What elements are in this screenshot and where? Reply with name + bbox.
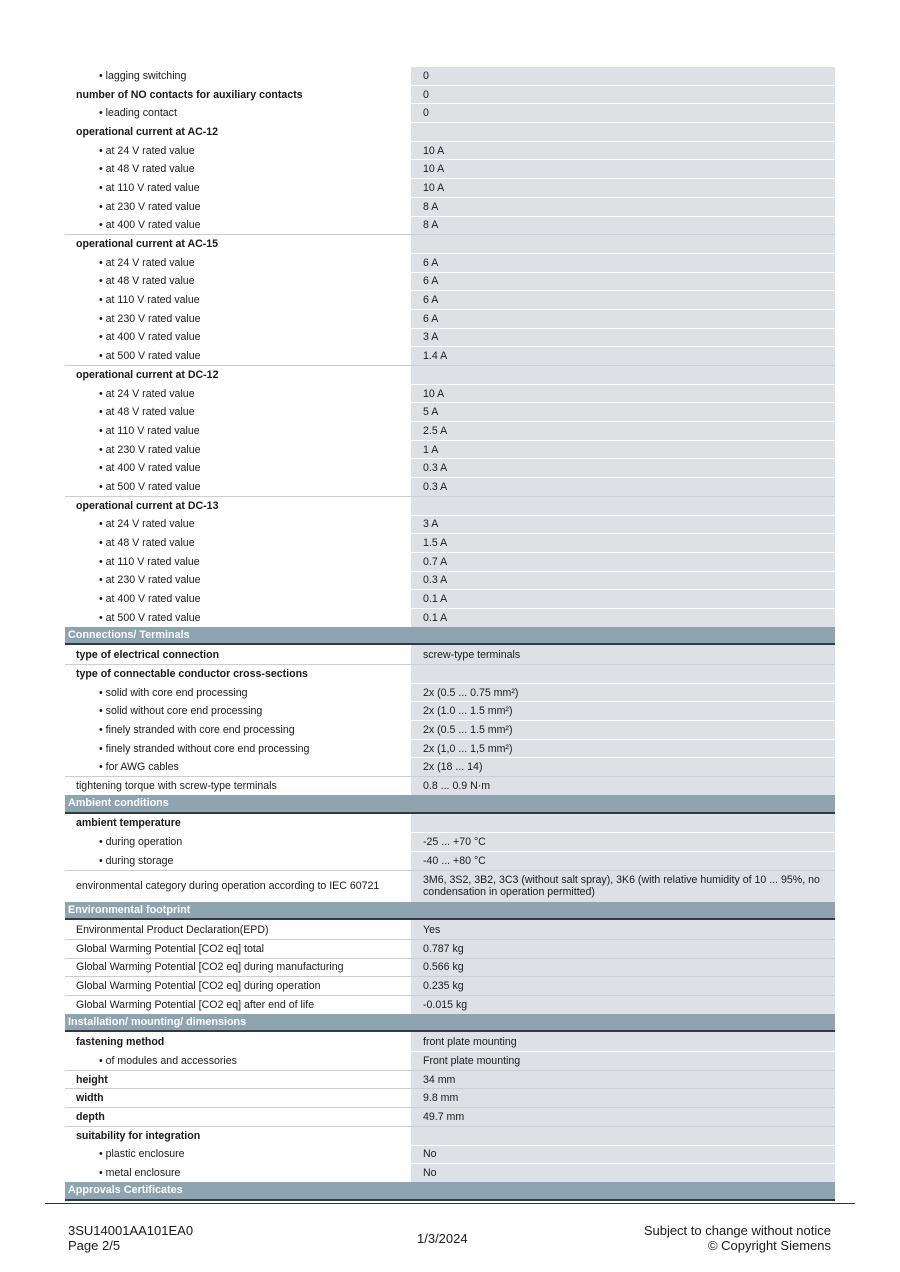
spec-label: operational current at DC-12	[76, 368, 219, 381]
spec-row	[65, 159, 835, 178]
spec-value: 0.1 A	[411, 590, 835, 608]
spec-value: 2x (18 ... 14)	[411, 758, 835, 776]
spec-label: type of connectable conductor cross-sections	[76, 667, 308, 680]
spec-row	[65, 103, 835, 122]
spec-label: operational current at AC-12	[76, 125, 219, 138]
spec-value: 2x (1,0 ... 1,5 mm²)	[411, 740, 835, 758]
footer-right	[644, 1223, 831, 1253]
spec-value: -0.015 kg	[411, 996, 835, 1014]
spec-row	[65, 995, 835, 1014]
spec-label: • at 48 V rated value	[99, 406, 195, 419]
spec-value: No	[411, 1164, 835, 1182]
spec-row	[65, 1032, 835, 1051]
spec-row	[65, 920, 835, 939]
spec-value: 0.7 A	[411, 553, 835, 571]
spec-label: operational current at AC-15	[76, 238, 219, 251]
spec-value	[411, 123, 835, 141]
spec-value: 0.3 A	[411, 572, 835, 590]
spec-value: front plate mounting	[411, 1032, 835, 1051]
spec-row	[65, 1070, 835, 1089]
spec-value: 10 A	[411, 385, 835, 403]
spec-value: 0	[411, 104, 835, 122]
spec-label: • at 110 V rated value	[99, 555, 200, 568]
spec-value: 0	[411, 86, 835, 104]
spec-row	[65, 421, 835, 440]
spec-value: -40 ... +80 °C	[411, 852, 835, 870]
spec-label: • at 110 V rated value	[99, 294, 200, 307]
spec-value: 1.5 A	[411, 534, 835, 552]
spec-value: 8 A	[411, 198, 835, 216]
spec-label: • at 500 V rated value	[99, 350, 201, 363]
spec-label: Environmental Product Declaration(EPD)	[76, 923, 269, 936]
spec-value	[411, 366, 835, 384]
spec-value: 6 A	[411, 273, 835, 291]
spec-row	[65, 384, 835, 403]
spec-label: • at 400 V rated value	[99, 219, 201, 232]
spec-label: • finely stranded without core end processing	[99, 742, 310, 755]
spec-label: • solid with core end processing	[99, 686, 248, 699]
spec-value: No	[411, 1146, 835, 1164]
spec-value: 2x (0.5 ... 0.75 mm²)	[411, 684, 835, 702]
section-header: Approvals Certificates	[65, 1182, 835, 1201]
spec-label: • at 230 V rated value	[99, 200, 201, 213]
spec-value: 2.5 A	[411, 422, 835, 440]
spec-row	[65, 66, 835, 85]
spec-label: fastening method	[76, 1035, 165, 1048]
spec-value: 0.235 kg	[411, 977, 835, 995]
spec-row	[65, 739, 835, 758]
spec-row	[65, 720, 835, 739]
section-header: Environmental footprint	[65, 902, 835, 921]
spec-row	[65, 402, 835, 421]
spec-value: 1 A	[411, 441, 835, 459]
spec-row	[65, 939, 835, 958]
spec-value: 2x (1.0 ... 1.5 mm²)	[411, 702, 835, 720]
spec-value: 0.1 A	[411, 609, 835, 627]
spec-label: • at 400 V rated value	[99, 331, 201, 344]
spec-row	[65, 440, 835, 459]
spec-label: Global Warming Potential [CO2 eq] during operation	[76, 980, 321, 993]
spec-label: number of NO contacts for auxiliary contacts	[76, 88, 303, 101]
spec-row	[65, 1051, 835, 1070]
spec-label: suitability for integration	[76, 1129, 201, 1142]
spec-label: • at 48 V rated value	[99, 163, 195, 176]
spec-label: • at 400 V rated value	[99, 462, 201, 475]
spec-value	[411, 1127, 835, 1145]
spec-row	[65, 608, 835, 627]
spec-value: 5 A	[411, 403, 835, 421]
change-notice: Subject to change without notice	[643, 1223, 831, 1238]
page-number: Page 2/5	[68, 1238, 121, 1253]
spec-label: • of modules and accessories	[99, 1054, 237, 1067]
spec-row	[65, 552, 835, 571]
spec-value: 3 A	[411, 329, 835, 347]
spec-value	[411, 814, 835, 833]
spec-row	[65, 664, 835, 683]
spec-label: Global Warming Potential [CO2 eq] during manufacturing	[76, 961, 344, 974]
spec-label: • metal enclosure	[99, 1167, 181, 1180]
spec-row	[65, 589, 835, 608]
spec-row	[65, 496, 835, 515]
spec-row	[65, 515, 835, 534]
spec-value: Yes	[411, 920, 835, 939]
spec-row	[65, 346, 835, 365]
spec-label: • finely stranded with core end processing	[99, 723, 295, 736]
spec-value: Front plate mounting	[411, 1052, 835, 1070]
spec-label: • at 110 V rated value	[99, 181, 200, 194]
datasheet-table	[65, 66, 835, 1201]
spec-row	[65, 253, 835, 272]
spec-row	[65, 1126, 835, 1145]
spec-row	[65, 85, 835, 104]
spec-value: 10 A	[411, 160, 835, 178]
spec-value: 10 A	[411, 179, 835, 197]
spec-value: 0.3 A	[411, 459, 835, 477]
spec-label: width	[76, 1092, 104, 1105]
spec-label: tightening torque with screw-type terminals	[76, 779, 277, 792]
spec-row	[65, 458, 835, 477]
spec-value: 10 A	[411, 142, 835, 160]
spec-value: 3 A	[411, 516, 835, 534]
spec-value: -25 ... +70 °C	[411, 833, 835, 851]
spec-label: • for AWG cables	[99, 761, 179, 774]
spec-row	[65, 122, 835, 141]
spec-value: 0.3 A	[411, 478, 835, 496]
spec-value: 34 mm	[411, 1071, 835, 1089]
spec-row	[65, 571, 835, 590]
spec-value	[411, 497, 835, 515]
spec-label: • at 230 V rated value	[99, 443, 201, 456]
spec-row	[65, 832, 835, 851]
spec-label: Global Warming Potential [CO2 eq] after end of life	[76, 998, 315, 1011]
spec-row	[65, 272, 835, 291]
spec-label: Global Warming Potential [CO2 eq] total	[76, 942, 265, 955]
spec-row	[65, 701, 835, 720]
spec-row	[65, 365, 835, 384]
spec-value: 6 A	[411, 310, 835, 328]
spec-label: height	[76, 1073, 108, 1086]
spec-row	[65, 683, 835, 702]
spec-value: 9.8 mm	[411, 1089, 835, 1107]
spec-row	[65, 477, 835, 496]
spec-value: 0	[411, 67, 835, 85]
spec-row	[65, 645, 835, 664]
spec-value: 0.566 kg	[411, 959, 835, 977]
spec-value: screw-type terminals	[411, 645, 835, 664]
spec-label: • at 500 V rated value	[99, 611, 201, 624]
section-header: Ambient conditions	[65, 795, 835, 814]
spec-value: 0.8 ... 0.9 N·m	[411, 777, 835, 795]
footer-divider	[45, 1203, 855, 1204]
spec-value	[411, 665, 835, 683]
spec-row	[65, 234, 835, 253]
spec-value	[411, 235, 835, 253]
spec-label: environmental category during operation according to IEC 60721	[76, 880, 380, 893]
spec-row	[65, 1145, 835, 1164]
spec-value: 6 A	[411, 291, 835, 309]
spec-label: • at 500 V rated value	[99, 480, 201, 493]
copyright: © Copyright Siemens	[707, 1238, 831, 1253]
spec-row	[65, 1163, 835, 1182]
spec-label: operational current at DC-13	[76, 499, 219, 512]
spec-value: 3M6, 3S2, 3B2, 3C3 (without salt spray), 3K6 (with relative humidity of 10 ... 95%, no condensation in operation permitted)	[411, 871, 835, 902]
spec-label: • at 24 V rated value	[99, 256, 195, 269]
spec-row	[65, 328, 835, 347]
spec-row	[65, 814, 835, 833]
spec-label: • lagging switching	[99, 69, 187, 82]
spec-label: • at 230 V rated value	[99, 574, 201, 587]
spec-label: • at 400 V rated value	[99, 593, 201, 606]
spec-label: • at 24 V rated value	[99, 144, 195, 157]
footer-left	[68, 1223, 193, 1253]
spec-label: • at 48 V rated value	[99, 275, 195, 288]
spec-label: • at 24 V rated value	[99, 518, 195, 531]
spec-row	[65, 216, 835, 235]
spec-value: 49.7 mm	[411, 1108, 835, 1126]
spec-label: • during storage	[99, 854, 174, 867]
spec-label: ambient temperature	[76, 816, 181, 829]
spec-value: 1.4 A	[411, 347, 835, 365]
spec-label: • at 48 V rated value	[99, 537, 195, 550]
section-header: Installation/ mounting/ dimensions	[65, 1014, 835, 1033]
footer-date: 1/3/2024	[417, 1231, 468, 1246]
spec-label: • leading contact	[99, 107, 177, 120]
spec-row	[65, 533, 835, 552]
spec-row	[65, 870, 835, 902]
spec-label: depth	[76, 1110, 105, 1123]
spec-label: type of electrical connection	[76, 648, 220, 661]
spec-value: 0.787 kg	[411, 940, 835, 958]
spec-row	[65, 976, 835, 995]
spec-label: • during operation	[99, 836, 183, 849]
spec-label: • at 24 V rated value	[99, 387, 195, 400]
spec-label: • at 230 V rated value	[99, 312, 201, 325]
spec-row	[65, 958, 835, 977]
spec-label: • solid without core end processing	[99, 705, 263, 718]
spec-value: 2x (0.5 ... 1.5 mm²)	[411, 721, 835, 739]
spec-row	[65, 1088, 835, 1107]
spec-row	[65, 290, 835, 309]
spec-label: • plastic enclosure	[99, 1148, 185, 1161]
spec-value: 8 A	[411, 217, 835, 235]
spec-row	[65, 309, 835, 328]
spec-row	[65, 178, 835, 197]
article-number: 3SU14001AA101EA0	[68, 1223, 194, 1238]
spec-row	[65, 1107, 835, 1126]
section-header: Connections/ Terminals	[65, 627, 835, 646]
spec-value: 6 A	[411, 254, 835, 272]
spec-row	[65, 776, 835, 795]
spec-row	[65, 757, 835, 776]
spec-label: • at 110 V rated value	[99, 424, 200, 437]
spec-row	[65, 197, 835, 216]
spec-row	[65, 851, 835, 870]
spec-row	[65, 141, 835, 160]
